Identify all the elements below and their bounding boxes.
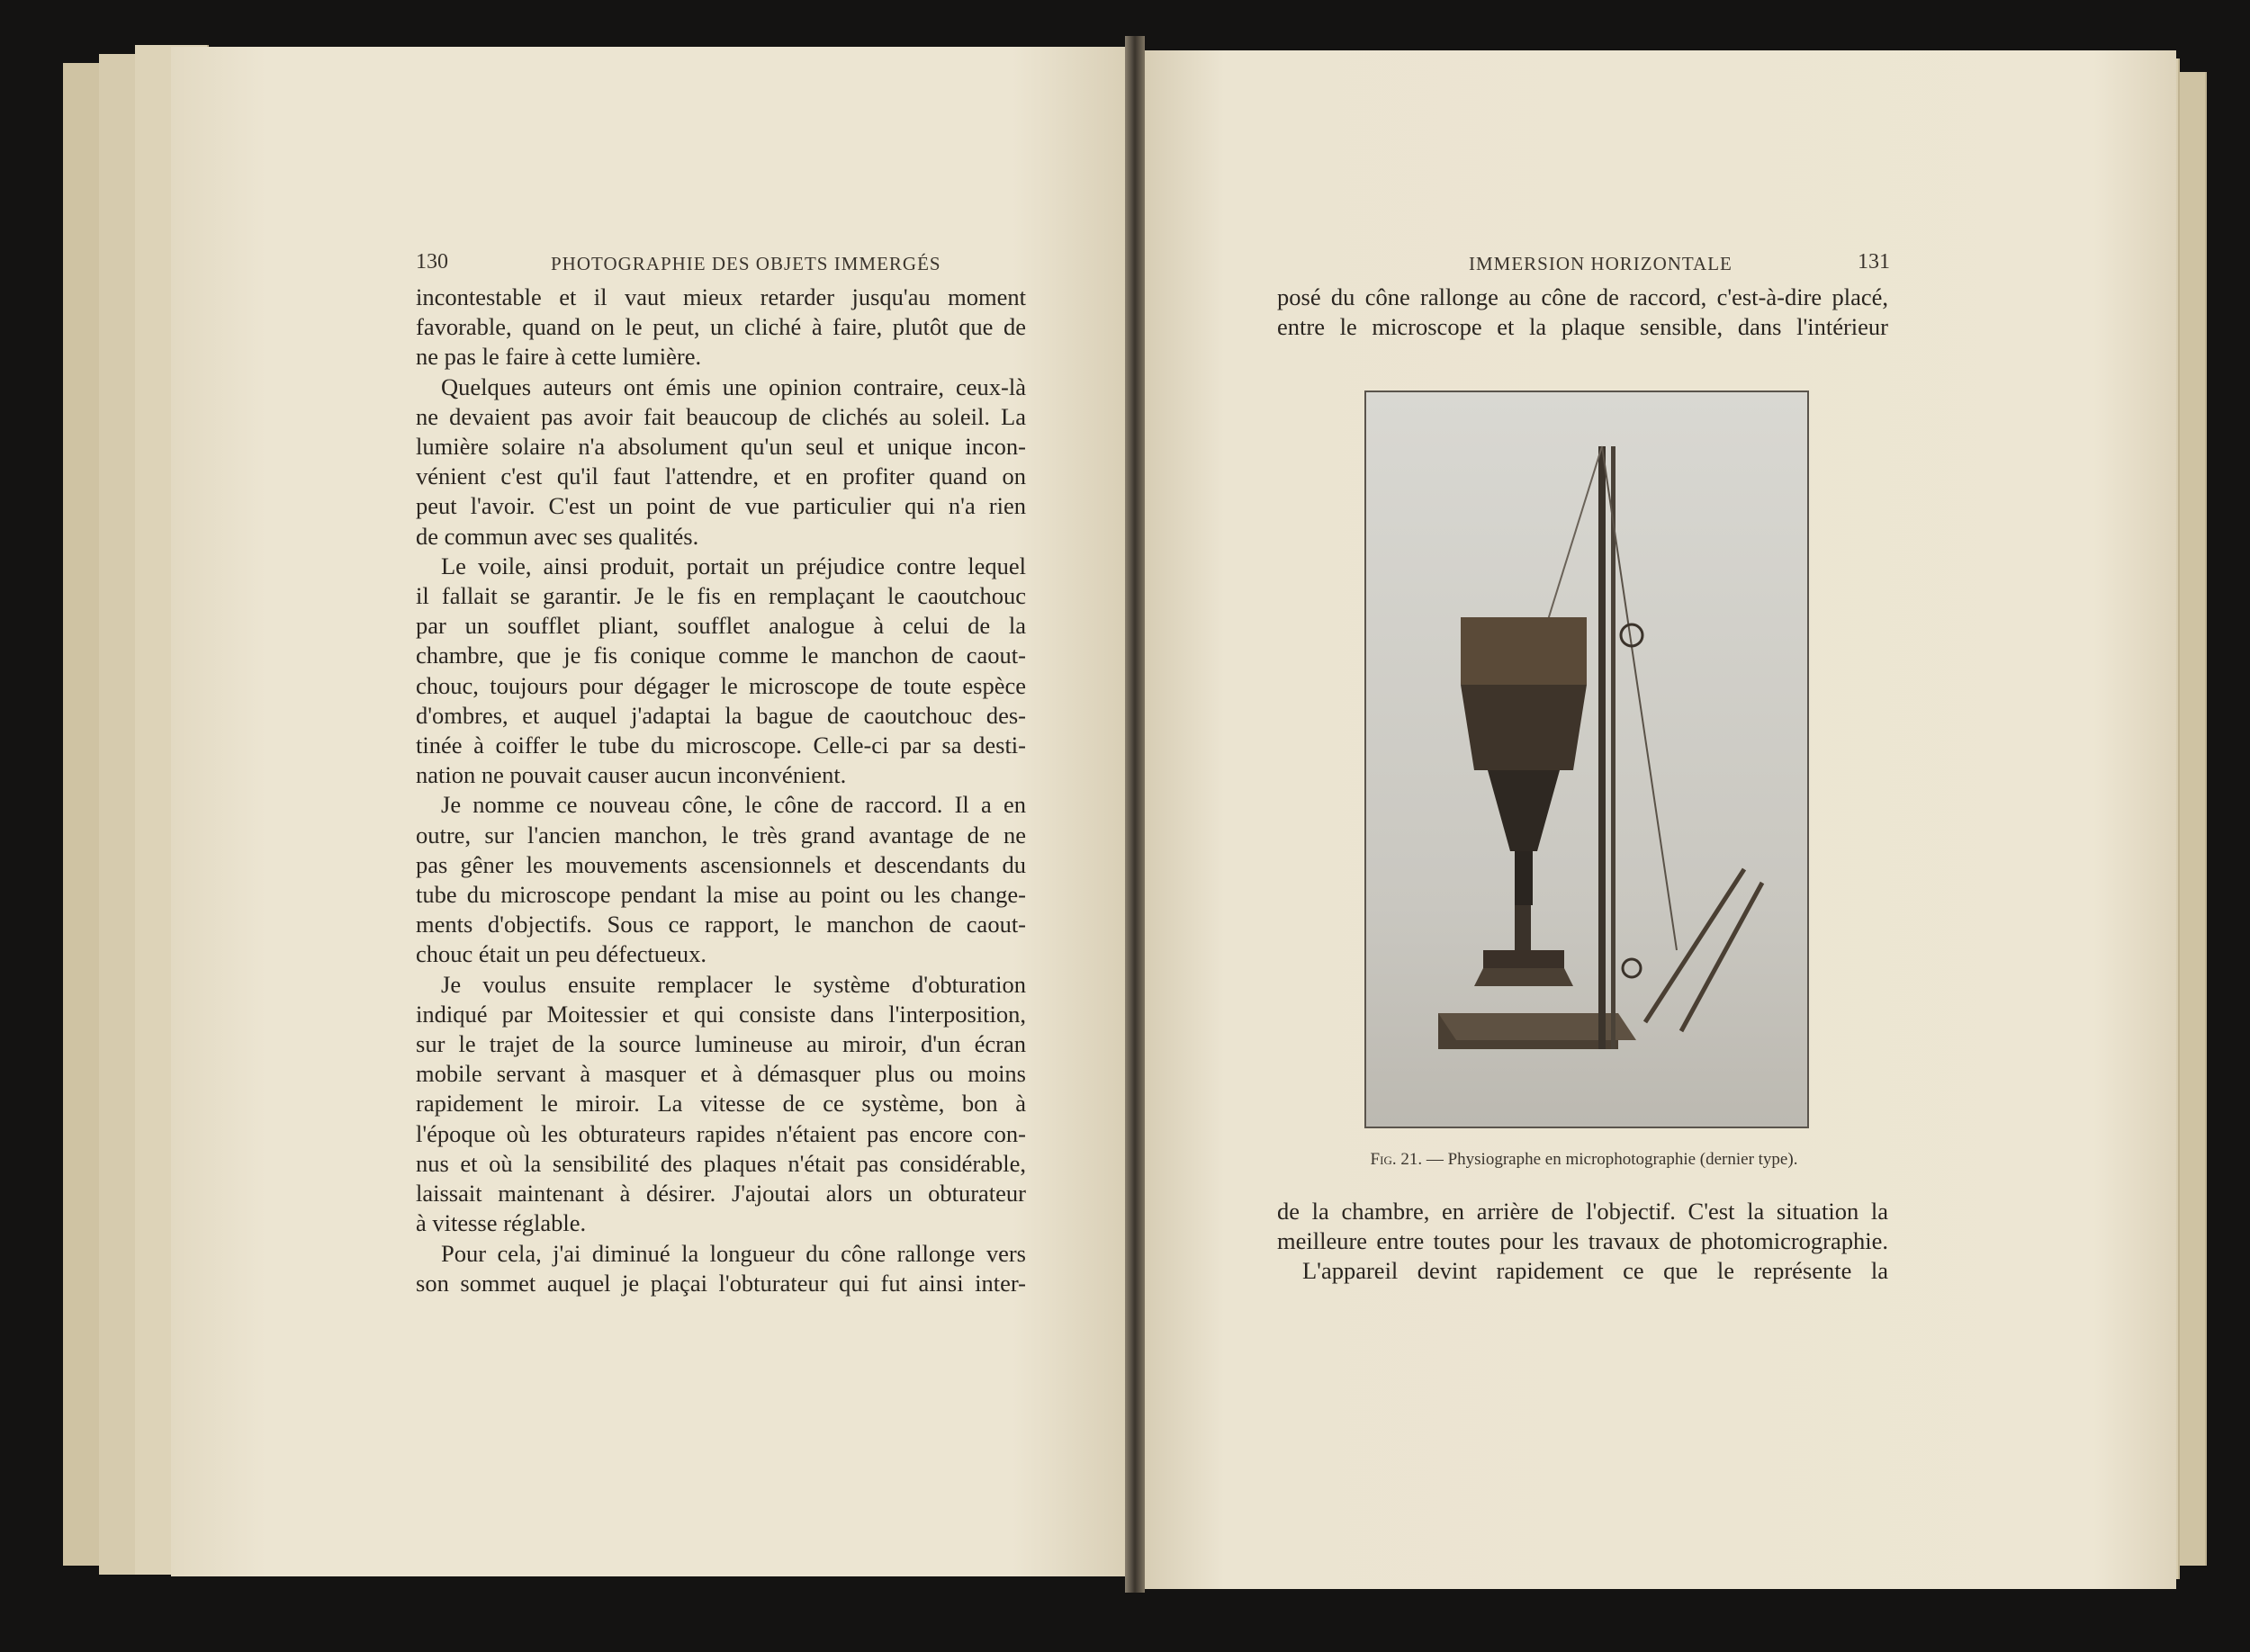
text-line: chouc, toujours pour dégager le microscope de toute espèce: [416, 671, 1026, 699]
text-line: Pour cela, j'ai diminué la longueur du cône rallonge vers: [441, 1239, 1026, 1267]
text-line: chambre, que je fis conique comme le manchon de caout-: [416, 642, 1026, 669]
text-line: Je voulus ensuite remplacer le système d'obturation: [441, 970, 1026, 998]
text-line: tinée à coiffer le tube du microscope. Celle-ci par sa desti-: [416, 732, 1026, 759]
text-line: posé du cône rallonge au cône de raccord, c'est-à-dire placé,: [1277, 283, 1888, 310]
text-line: il fallait se garantir. Je le fis en remplaçant le caoutchouc: [416, 582, 1026, 610]
text-line: L'appareil devint rapidement ce que le représente la: [1302, 1257, 1888, 1285]
text-line: indiqué par Moitessier et qui consiste dans l'interposition,: [416, 1000, 1026, 1028]
text-line: sur le trajet de la source lumineuse au miroir, d'un écran: [416, 1030, 1026, 1058]
figure-label: Fig. 21.: [1370, 1150, 1423, 1169]
text-line: Je nomme ce nouveau cône, le cône de raccord. Il a en: [441, 791, 1026, 819]
right-page-body-top: [1277, 283, 1888, 342]
text-line: d'ombres, et auquel j'adaptai la bague de caoutchouc des-: [416, 701, 1026, 729]
text-line: ne devaient pas avoir fait beaucoup de clichés au soleil. La: [416, 402, 1026, 430]
text-line: Quelques auteurs ont émis une opinion contraire, ceux-là: [441, 373, 1026, 400]
text-line: Le voile, ainsi produit, portait un préjudice contre lequel: [441, 552, 1026, 579]
gutter: [1125, 36, 1145, 1593]
photomicrography-apparatus-illustration: [1366, 392, 1807, 1127]
text-line: ments d'objectifs. Sous ce rapport, le manchon de caout-: [416, 911, 1026, 938]
text-line: laissait maintenant à désirer. J'ajoutai alors un obturateur: [416, 1180, 1026, 1208]
text-line: chouc était un peu défectueux.: [416, 940, 707, 968]
figure-caption-text: — Physiographe en microphotographie (dernier type).: [1426, 1150, 1798, 1169]
text-line: peut l'avoir. C'est un point de vue particulier qui n'a rien: [416, 492, 1026, 520]
running-head: PHOTOGRAPHIE DES OBJETS IMMERGÉS: [551, 253, 941, 274]
text-line: incontestable et il vaut mieux retarder jusqu'au moment: [416, 283, 1026, 310]
text-line: ne pas le faire à cette lumière.: [416, 343, 702, 371]
page-number: 130: [416, 250, 448, 274]
text-line: pas gêner les mouvements ascensionnels et descendants du: [416, 850, 1026, 878]
text-line: de commun avec ses qualités.: [416, 522, 699, 550]
text-line: meilleure entre toutes pour les travaux de photomicrographie.: [1277, 1227, 1888, 1255]
figure-caption: [1332, 1150, 1836, 1170]
text-line: outre, sur l'ancien manchon, le très grand avantage de ne: [416, 821, 1026, 848]
text-line: rapidement le miroir. La vitesse de ce système, bon à: [416, 1090, 1026, 1118]
text-line: entre le microscope et la plaque sensible, dans l'intérieur: [1277, 313, 1888, 341]
text-line: l'époque où les obturateurs rapides n'étaient pas encore con-: [416, 1119, 1026, 1147]
text-line: à vitesse réglable.: [416, 1209, 587, 1237]
left-page-body: [416, 283, 1026, 1298]
text-line: lumière solaire n'a absolument qu'un seul et unique incon-: [416, 433, 1026, 461]
text-line: mobile servant à masquer et à démasquer plus ou moins: [416, 1060, 1026, 1088]
right-page-body-bottom: [1277, 1197, 1888, 1287]
figure-photograph: [1364, 391, 1809, 1128]
text-line: favorable, quand on le peut, un cliché à faire, plutôt que de: [416, 313, 1026, 341]
text-line: par un soufflet pliant, soufflet analogue à celui de la: [416, 612, 1026, 640]
text-line: vénient c'est qu'il faut l'attendre, et en profiter quand on: [416, 462, 1026, 490]
text-line: nus et où la sensibilité des plaques n'était pas considérable,: [416, 1149, 1026, 1177]
text-line: de la chambre, en arrière de l'objectif. C'est la situation la: [1277, 1198, 1888, 1225]
page-number: 131: [1858, 250, 1890, 274]
text-line: nation ne pouvait causer aucun inconvénient.: [416, 761, 847, 789]
text-line: tube du microscope pendant la mise au point ou les change-: [416, 881, 1026, 909]
running-head: IMMERSION HORIZONTALE: [1469, 253, 1732, 274]
text-line: son sommet auquel je plaçai l'obturateur qui fut ainsi inter-: [416, 1269, 1026, 1297]
